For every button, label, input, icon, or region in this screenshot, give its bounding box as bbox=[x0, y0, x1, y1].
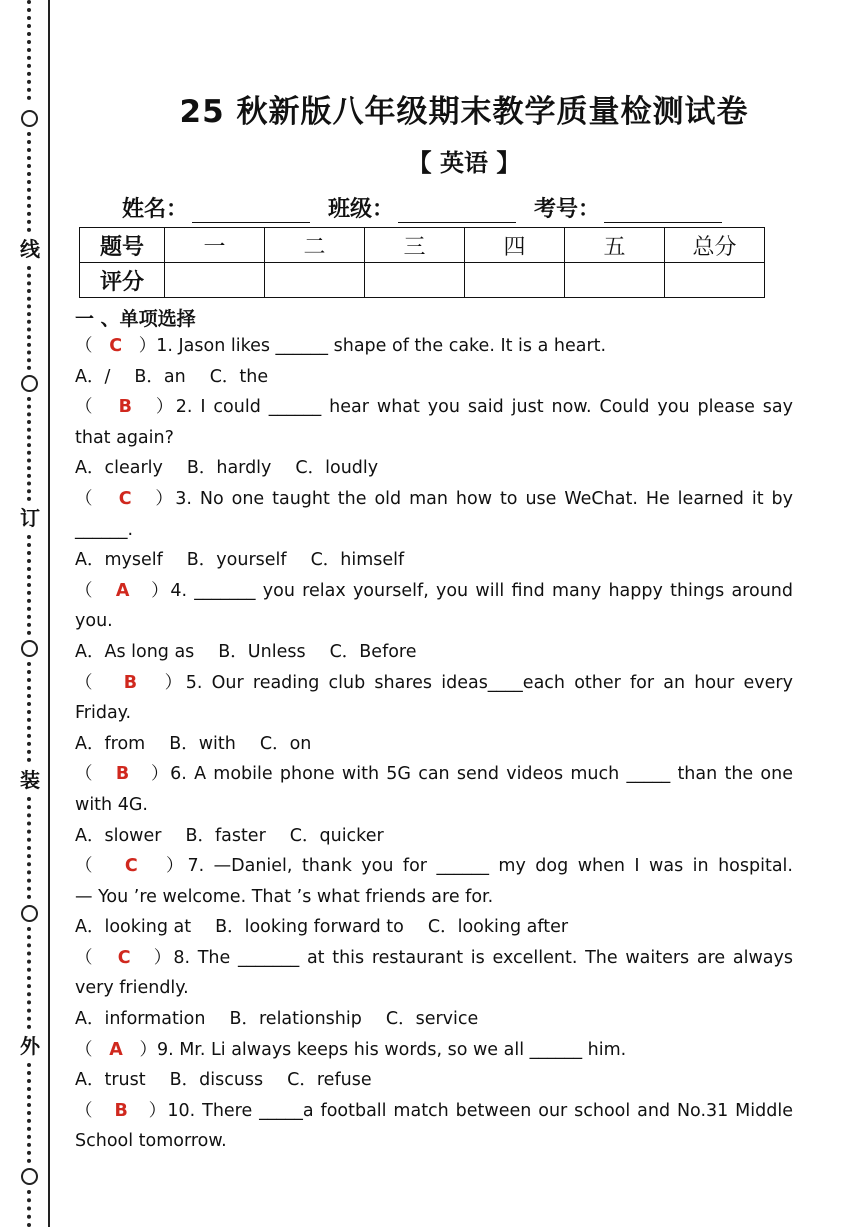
margin-rule bbox=[48, 0, 50, 1227]
name-field bbox=[122, 192, 310, 223]
answer-bracket: （ C ） bbox=[75, 488, 176, 509]
dotted-line bbox=[27, 266, 31, 370]
question-text: 1. Jason likes ______ shape of the cake. It is a heart. bbox=[156, 336, 607, 356]
question-text: very friendly. bbox=[75, 978, 189, 999]
binding-hole-circle bbox=[21, 905, 38, 922]
dotted-line bbox=[27, 662, 31, 762]
answer-bracket: （ C ） bbox=[75, 947, 174, 968]
exam-number-label: 考号： bbox=[534, 197, 601, 222]
option-a[interactable]: A．myself bbox=[75, 550, 163, 571]
answer-mark: C bbox=[118, 488, 132, 509]
question-stem-line bbox=[75, 668, 793, 699]
question-text: — You ’re welcome. That ’s what friends are for. bbox=[75, 886, 494, 907]
score-table bbox=[79, 227, 765, 298]
answer-bracket: （ C ） bbox=[75, 336, 157, 356]
option-c[interactable]: C．loudly bbox=[295, 458, 379, 479]
option-c[interactable]: C．Before bbox=[329, 641, 417, 662]
score-table-score-row bbox=[80, 263, 765, 298]
option-a[interactable]: A．trust bbox=[75, 1070, 146, 1091]
question-text: 2. I could ______ hear what you said just now. Could you please say bbox=[175, 397, 793, 418]
answer-bracket: （ A ） bbox=[75, 1039, 157, 1060]
dotted-line bbox=[27, 0, 31, 100]
score-cell-total[interactable] bbox=[665, 263, 765, 298]
dotted-line bbox=[27, 1063, 31, 1163]
option-b[interactable]: B．Unless bbox=[218, 641, 306, 662]
option-c[interactable]: C．quicker bbox=[289, 825, 384, 846]
name-label: 姓名： bbox=[122, 197, 189, 222]
question-text: that again? bbox=[75, 427, 174, 448]
question-stem-line bbox=[75, 423, 793, 454]
seal-char-xian: 线 bbox=[20, 237, 40, 261]
question-text: ______. bbox=[75, 519, 134, 540]
answer-bracket: （ A ） bbox=[75, 580, 171, 601]
binding-hole-circle bbox=[21, 1168, 38, 1185]
dotted-line bbox=[27, 397, 31, 501]
score-header: 评分 bbox=[80, 263, 165, 298]
seal-char-wai: 外 bbox=[20, 1034, 40, 1058]
exam-title: 25 秋新版八年级期末教学质量检测试卷 bbox=[179, 94, 749, 130]
option-c[interactable]: C．the bbox=[209, 366, 269, 387]
answer-bracket: （ B ） bbox=[75, 397, 176, 418]
options-row bbox=[75, 362, 793, 393]
class-label: 班级： bbox=[328, 197, 395, 222]
question-stem-line bbox=[75, 1096, 793, 1127]
question-text: Friday. bbox=[75, 703, 132, 724]
question-stem-line bbox=[75, 943, 793, 974]
question-number-header: 题号 bbox=[80, 228, 165, 263]
options-row bbox=[75, 729, 793, 760]
answer-mark: B bbox=[123, 672, 138, 693]
answer-mark: C bbox=[124, 856, 138, 877]
question-text: 9. Mr. Li always keeps his words, so we all ______ him. bbox=[156, 1039, 627, 1060]
option-c[interactable]: C．looking after bbox=[427, 917, 569, 938]
options-row bbox=[75, 453, 793, 484]
option-b[interactable]: B．discuss bbox=[169, 1070, 264, 1091]
class-field bbox=[328, 192, 516, 223]
score-cell-3[interactable] bbox=[365, 263, 465, 298]
question-text: 5. Our reading club shares ideas____each other for an hour every bbox=[185, 672, 793, 693]
option-a[interactable]: A．As long as bbox=[75, 641, 195, 662]
score-cell-1[interactable] bbox=[165, 263, 265, 298]
score-table-header-row bbox=[80, 228, 765, 263]
dotted-line bbox=[27, 535, 31, 635]
column-1: 一 bbox=[165, 228, 265, 263]
dotted-line bbox=[27, 1190, 31, 1227]
option-b[interactable]: B．an bbox=[134, 366, 186, 387]
column-2: 二 bbox=[265, 228, 365, 263]
options-row bbox=[75, 545, 793, 576]
option-b[interactable]: B．hardly bbox=[186, 458, 272, 479]
score-cell-2[interactable] bbox=[265, 263, 365, 298]
answer-mark: C bbox=[109, 336, 123, 356]
dotted-line bbox=[27, 797, 31, 899]
question-stem-line bbox=[75, 790, 793, 821]
answer-mark: B bbox=[115, 764, 130, 785]
option-b[interactable]: B．yourself bbox=[186, 550, 287, 571]
question-text: 4. _______ you relax yourself, you will find many happy things around bbox=[170, 580, 793, 601]
question-stem-line bbox=[75, 1126, 793, 1157]
binding-margin bbox=[0, 0, 50, 1227]
column-5: 五 bbox=[565, 228, 665, 263]
dotted-line bbox=[27, 927, 31, 1029]
option-b[interactable]: B．faster bbox=[185, 825, 266, 846]
answer-bracket: （ C ） bbox=[75, 856, 188, 877]
option-c[interactable]: C．refuse bbox=[287, 1070, 372, 1091]
option-a[interactable]: A．from bbox=[75, 733, 146, 754]
question-text: School tomorrow. bbox=[75, 1131, 227, 1152]
question-list bbox=[75, 331, 793, 1157]
seal-char-ding: 订 bbox=[20, 506, 40, 530]
option-a[interactable]: A．slower bbox=[75, 825, 162, 846]
option-a[interactable]: A．clearly bbox=[75, 458, 163, 479]
score-cell-5[interactable] bbox=[565, 263, 665, 298]
question-text: with 4G. bbox=[75, 794, 148, 815]
question-text: 7. —Daniel, thank you for ______ my dog when I was in hospital. bbox=[187, 856, 793, 877]
option-a[interactable]: A．/ bbox=[75, 366, 111, 387]
name-blank[interactable] bbox=[192, 200, 310, 223]
question-stem-line bbox=[75, 331, 793, 362]
options-row bbox=[75, 637, 793, 668]
column-total: 总分 bbox=[665, 228, 765, 263]
option-a[interactable]: A．information bbox=[75, 1009, 206, 1030]
binding-hole-circle bbox=[21, 375, 38, 392]
exam-subject: 【 英语 】 bbox=[407, 149, 521, 177]
options-row bbox=[75, 821, 793, 852]
score-cell-4[interactable] bbox=[465, 263, 565, 298]
answer-mark: A bbox=[115, 580, 130, 601]
question-stem-line bbox=[75, 698, 793, 729]
option-b[interactable]: B．with bbox=[169, 733, 236, 754]
answer-bracket: （ B ） bbox=[75, 672, 186, 693]
question-stem-line bbox=[75, 851, 793, 882]
question-text: 3. No one taught the old man how to use WeChat. He learned it by bbox=[175, 488, 793, 509]
answer-mark: C bbox=[117, 947, 131, 968]
exam-number-blank[interactable] bbox=[604, 200, 722, 223]
question-stem-line bbox=[75, 484, 793, 515]
option-c[interactable]: C．himself bbox=[310, 550, 405, 571]
column-3: 三 bbox=[365, 228, 465, 263]
column-4: 四 bbox=[465, 228, 565, 263]
options-row bbox=[75, 1065, 793, 1096]
question-stem-line bbox=[75, 392, 793, 423]
binding-hole-circle bbox=[21, 640, 38, 657]
question-stem-line bbox=[75, 1035, 793, 1066]
option-c[interactable]: C．service bbox=[385, 1009, 479, 1030]
answer-bracket: （ B ） bbox=[75, 764, 171, 785]
question-stem-line bbox=[75, 576, 793, 607]
answer-mark: A bbox=[109, 1039, 123, 1060]
answer-mark: B bbox=[114, 1100, 128, 1121]
option-b[interactable]: B．relationship bbox=[229, 1009, 362, 1030]
question-stem-line bbox=[75, 973, 793, 1004]
question-stem-line bbox=[75, 759, 793, 790]
question-text: 10. There _____a football match between our school and No.31 Middle bbox=[167, 1100, 793, 1121]
options-row bbox=[75, 1004, 793, 1035]
option-c[interactable]: C．on bbox=[259, 733, 312, 754]
question-text: 6. A mobile phone with 5G can send videos much _____ than the one bbox=[170, 764, 793, 785]
question-stem-line bbox=[75, 882, 793, 913]
exam-number-field bbox=[534, 192, 722, 223]
question-text: 8. The _______ at this restaurant is excellent. The waiters are always bbox=[173, 947, 793, 968]
student-info-row bbox=[122, 192, 762, 223]
section-title: 一 、单项选择 bbox=[75, 308, 196, 330]
answer-bracket: （ B ） bbox=[75, 1100, 168, 1121]
answer-mark: B bbox=[118, 397, 133, 418]
question-stem-line bbox=[75, 515, 793, 546]
option-a[interactable]: A．looking at bbox=[75, 917, 192, 938]
binding-hole-circle bbox=[21, 110, 38, 127]
question-text: you. bbox=[75, 611, 113, 632]
class-blank[interactable] bbox=[398, 200, 516, 223]
options-row bbox=[75, 912, 793, 943]
seal-char-zhuang: 装 bbox=[20, 768, 40, 792]
dotted-line bbox=[27, 132, 31, 232]
option-b[interactable]: B．looking forward to bbox=[215, 917, 404, 938]
question-stem-line bbox=[75, 606, 793, 637]
